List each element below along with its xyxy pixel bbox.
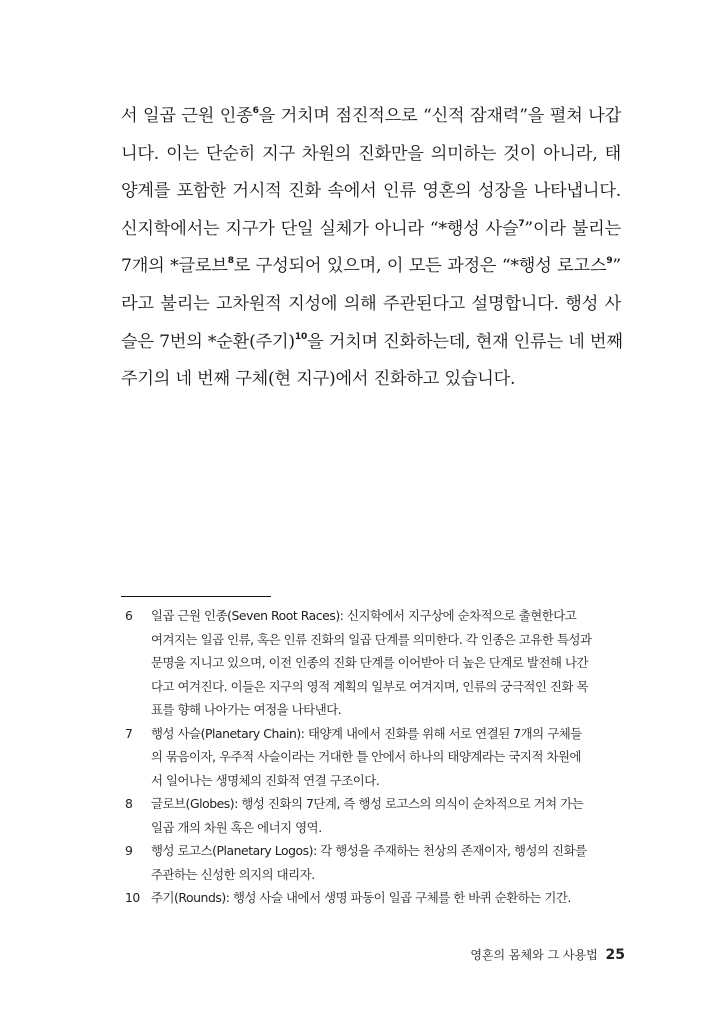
footnote: [121, 722, 621, 793]
body-text-segment: 라고 불리는 고차원적 지성에 의해 주관된다고 설명합니다. 행성 사: [121, 293, 621, 314]
body-line: [121, 361, 621, 399]
body-text-segment: 니다. 이는 단순히 지구 차원의 진화만을 의미하는 것이 아니라, 태: [121, 143, 621, 164]
body-text-segment: 신지학에서는 지구가 단일 실체가 아니라 “*행성 사슬: [121, 218, 519, 239]
body-text-segment: 주기의 네 번째 구체(현 지구)에서 진화하고 있습니다.: [121, 369, 516, 390]
page-number: 25: [605, 947, 625, 963]
running-title: 영혼의 몸체와 그 사용법: [470, 948, 598, 962]
footnote-line: 일곱 개의 차원 혹은 에너지 영역.: [151, 819, 322, 835]
footnote-text: [151, 886, 621, 910]
footnote-line: 문명을 지니고 있으며, 이전 인종의 진화 단계를 이어받아 더 높은 단계로 발전해 나간: [151, 655, 589, 670]
footnote-number: 7: [125, 725, 133, 741]
footnote-line: 여겨지는 일곱 인류, 혹은 인류 진화의 일곱 단계를 의미한다. 각 인종은 고유한 특성과: [151, 631, 592, 647]
body-line: [121, 248, 621, 286]
body-text-segment: ”이라 불리는: [524, 218, 621, 239]
footnote: [121, 604, 621, 722]
footnote-number: 6: [125, 608, 133, 623]
footnote-line: 일곱 근원 인종(Seven Root Races): 신지학에서 지구상에 순차적으로 출현한다고: [151, 608, 577, 623]
footnote-number: 8: [125, 796, 133, 811]
footnote-line: 서 일어나는 생명체의 진화적 연결 구조이다.: [151, 772, 380, 788]
body-text-segment: 로 구성되어 있으며, 이 모든 과정은 “*행성 로고스: [233, 256, 607, 277]
body-text-segment: 7개의 *글로브: [121, 256, 228, 277]
footnote-line: 다고 여겨진다. 이들은 지구의 영적 계획의 일부로 여겨지며, 인류의 궁극적인 진화 목: [151, 678, 589, 694]
footnote: [121, 839, 621, 886]
footnote-line: 글로브(Globes): 행성 진화의 7단계, 즉 행성 로고스의 의식이 순차적으로 거쳐 가는: [151, 796, 584, 811]
footnotes: [121, 604, 621, 910]
footnote-text: [151, 722, 621, 793]
body-text-segment: 슬은 7번의 *순환(주기): [121, 331, 295, 352]
page-footer: [470, 946, 625, 963]
footnote-line: 행성 로고스(Planetary Logos): 각 행성을 주재하는 천상의 존재이자, 행성의 진화를: [151, 843, 587, 858]
footnote-number: 10: [125, 890, 140, 905]
body-text-segment: 을 거치며 점진적으로 “신적 잠재력”을 펼쳐 나갑: [258, 106, 621, 126]
footnote-line: 주기(Rounds): 행성 사슬 내에서 생명 파동이 일곱 구체를 한 바퀴 순환하는 기간.: [151, 890, 571, 905]
body-line: [121, 286, 621, 324]
body-text-segment: 을 거치며 진화하는데, 현재 인류는 네 번째: [307, 331, 623, 352]
footnote-line: 행성 사슬(Planetary Chain): 태양계 내에서 진화를 위해 서로 연결된 7개의 구체들: [151, 725, 582, 741]
body-line: [121, 324, 621, 362]
body-text-segment: 서 일곱 근원 인종: [121, 106, 253, 126]
footnote-text: [151, 839, 621, 886]
footnote-reference: 7: [518, 218, 525, 229]
body-line: [121, 98, 621, 136]
footnote-line: 의 묶음이자, 우주적 사슬이라는 거대한 틀 안에서 하나의 태양계라는 국지적 차원에: [151, 749, 582, 764]
body-line: [121, 173, 621, 211]
footnote-reference: 8: [227, 256, 234, 267]
footnote-number: 9: [125, 843, 133, 858]
footnote-text: [151, 792, 621, 839]
footnote: [121, 792, 621, 839]
body-line: [121, 136, 621, 174]
footnote-rule: [121, 596, 271, 597]
footnote: [121, 886, 621, 910]
footnote-text: [151, 604, 621, 722]
body-line: [121, 211, 621, 249]
body-text: [121, 98, 621, 399]
body-text-segment: ”: [612, 256, 622, 277]
body-text-segment: 양계를 포함한 거시적 진화 속에서 인류 영혼의 성장을 나타냅니다.: [121, 181, 621, 202]
footnote-line: 표를 향해 나아가는 여정을 나타낸다.: [151, 702, 342, 717]
footnote-reference: 9: [606, 256, 613, 267]
footnote-line: 주관하는 신성한 의지의 대리자.: [151, 866, 315, 882]
footnote-reference: 6: [252, 106, 259, 116]
footnote-reference: 10: [294, 331, 308, 342]
